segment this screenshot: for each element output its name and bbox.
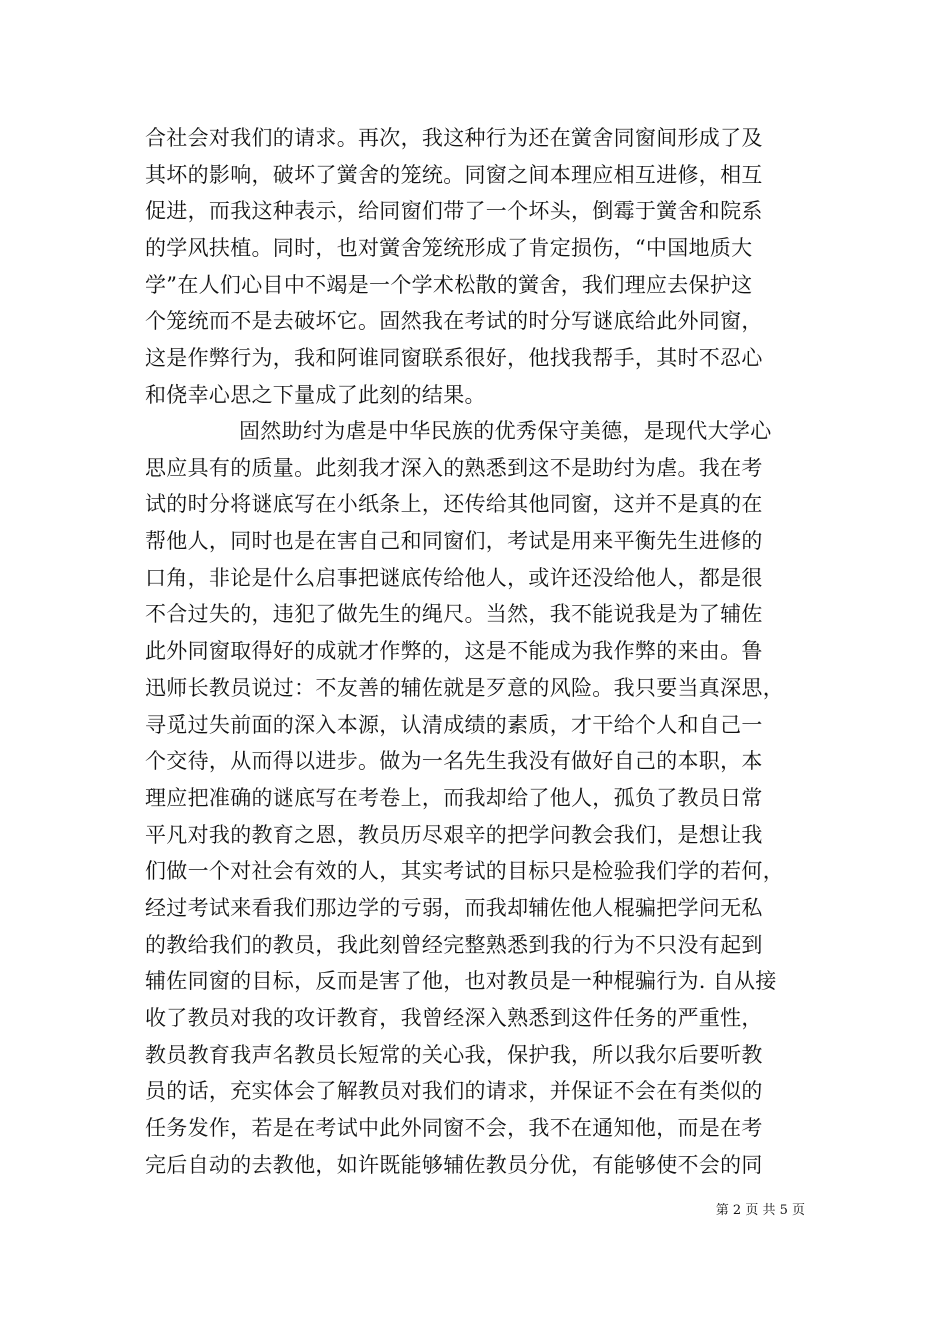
paragraph-line: 寻觅过失前面的深入本源，认清成绩的素质，才干给个人和自己一 <box>145 712 763 737</box>
paragraph-2 <box>145 413 805 1183</box>
paragraph-line: 员的话，充实体会了解教员对我们的请求，并保证不会在有类似的 <box>145 1079 763 1104</box>
paragraph-line: 口角，非论是什么启事把谜底传给他人，或许还没给他人，都是很 <box>145 565 763 590</box>
paragraph-line: 此外同窗取得好的成就才作弊的，这是不能成为我作弊的来由。鲁 <box>145 639 763 664</box>
page-number: 第 2 页 共 5 页 <box>715 1203 805 1218</box>
paragraph-line: 的教给我们的教员，我此刻曾经完整熟悉到我的行为不只没有起到 <box>145 932 763 957</box>
paragraph-line: 和侥幸心思之下量成了此刻的结果。 <box>145 382 486 407</box>
paragraph-line: 其坏的影响，破坏了黉舍的笼统。同窗之间本理应相互进修，相互 <box>145 162 763 187</box>
paragraph-line: 完后自动的去教他，如许既能够辅佐教员分优，有能够使不会的同 <box>145 1152 763 1177</box>
paragraph-line: 不合过失的，违犯了做先生的绳尺。当然，我不能说我是为了辅佐 <box>145 602 763 627</box>
paragraph-line: 这是作弊行为，我和阿谁同窗联系很好，他找我帮手，其时不忍心 <box>145 346 763 371</box>
paragraph-line: 促进，而我这种表示，给同窗们带了一个坏头，倒霉于黉舍和院系 <box>145 199 763 224</box>
paragraph-line: 试的时分将谜底写在小纸条上，还传给其他同窗，这并不是真的在 <box>145 492 763 517</box>
paragraph-line: 帮他人，同时也是在害自己和同窗们，考试是用来平衡先生进修的 <box>145 529 763 554</box>
paragraph-line: 教员教育我声名教员长短常的关心我，保护我，所以我尔后要听教 <box>145 1042 763 1067</box>
paragraph-line: 理应把准确的谜底写在考卷上，而我却给了他人，孤负了教员日常 <box>145 785 763 810</box>
paragraph-line: 平凡对我的教育之恩，教员历尽艰辛的把学问教会我们，是想让我 <box>145 822 763 847</box>
paragraph-line: 学”在人们心目中不竭是一个学术松散的黉舍，我们理应去保护这 <box>145 272 753 297</box>
paragraph-line: 们做一个对社会有效的人，其实考试的目标只是检验我们学的若何， <box>145 859 784 884</box>
paragraph-line: 收了教员对我的攻讦教育，我曾经深入熟悉到这件任务的严重性， <box>145 1006 763 1030</box>
paragraph-1 <box>145 120 805 414</box>
paragraph-line: 任务发作，若是在考试中此外同窗不会，我不在通知他，而是在考 <box>145 1116 763 1141</box>
paragraph-line: 迅师长教员说过：不友善的辅佐就是歹意的风险。我只要当真深思， <box>145 675 784 700</box>
paragraph-line: 辅佐同窗的目标，反而是害了他，也对教员是一种棍骗行为. 自从接 <box>145 969 777 994</box>
paragraph-first-line: 固然助纣为虐是中华民族的优秀保守美德，是现代大学心 <box>239 419 772 443</box>
paragraph-line: 经过考试来看我们那边学的亏弱，而我却辅佐他人棍骗把学问无私 <box>145 895 763 920</box>
paragraph-line: 思应具有的质量。此刻我才深入的熟悉到这不是助纣为虐。我在考 <box>145 455 763 480</box>
paragraph-line: 个交待，从而得以进步。做为一名先生我没有做好自己的本职，本 <box>145 749 763 774</box>
paragraph-line: 合社会对我们的请求。再次，我这种行为还在黉舍同窗间形成了及 <box>145 126 763 150</box>
paragraph-line: 个笼统而不是去破坏它。固然我在考试的时分写谜底给此外同窗， <box>145 309 763 334</box>
paragraph-line: 的学风扶植。同时，也对黉舍笼统形成了肯定损伤，“中国地质大 <box>145 236 753 261</box>
